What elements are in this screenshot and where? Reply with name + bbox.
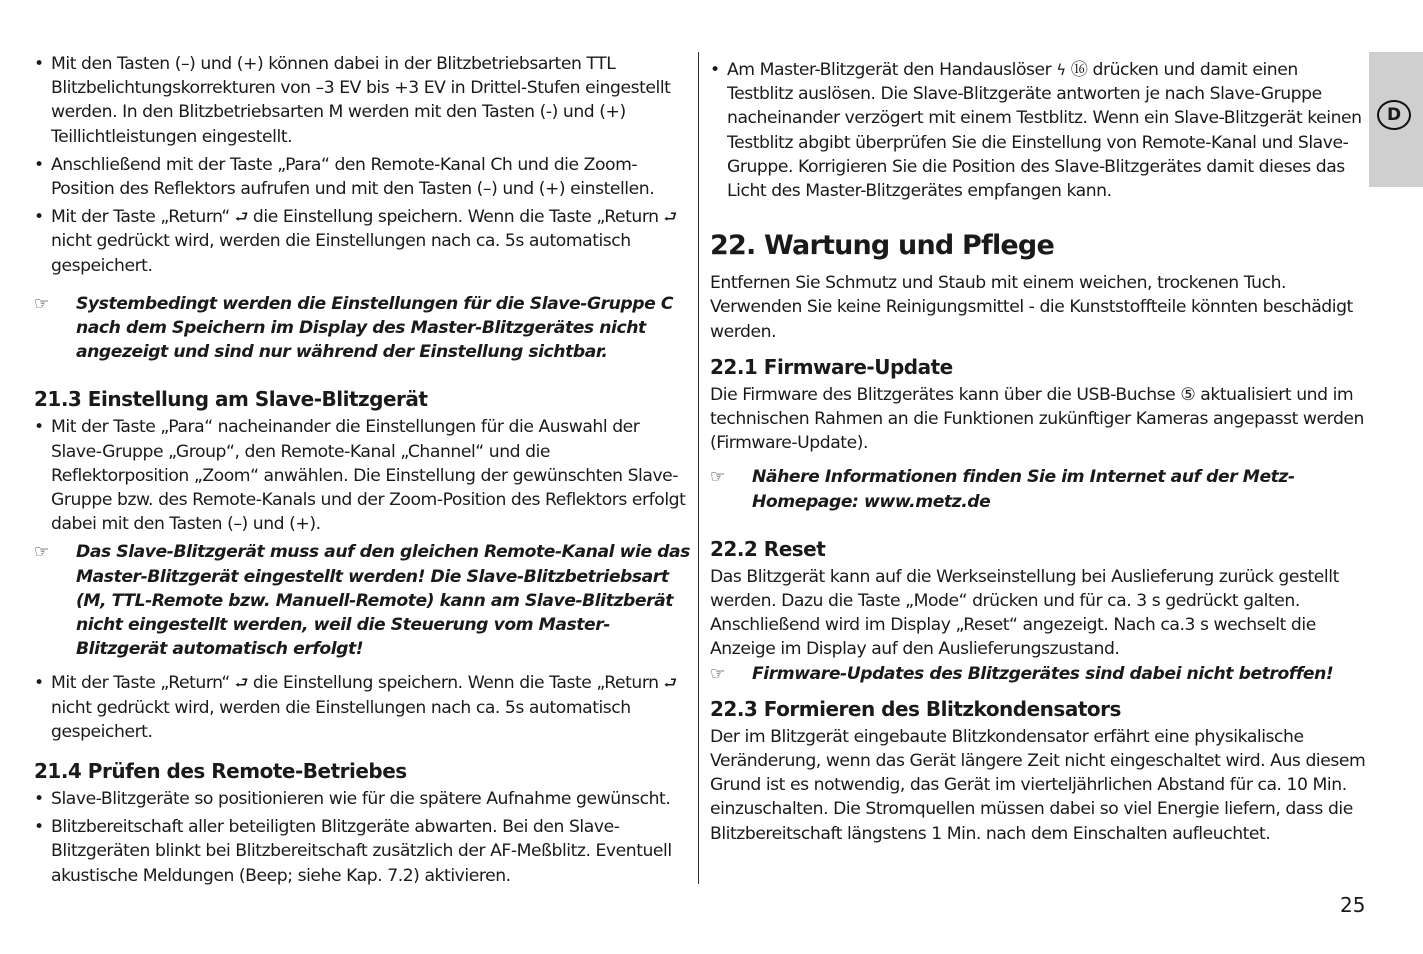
return-arrow-icon: ⮐ <box>234 674 248 693</box>
bullet-return-save-2: • Mit der Taste „Return“ ⮐ die Einstellung speichern. Wenn die Taste „Return ⮐ nicht gedrückt wird, werden die Einstellungen nach ca. 5s automatisch gespeichert. <box>34 671 690 744</box>
bullet-return-save-1: • Mit der Taste „Return“ ⮐ die Einstellung speichern. Wenn die Taste „Return ⮐ nicht gedrückt wird, werden die Einstellungen nach ca. 5s automatisch gespeichert. <box>34 205 690 278</box>
bullet-ttl-correction: • Mit den Tasten (–) und (+) können dabei in der Blitzbetriebsarten TTL Blitzbelichtungskorrekturen von –3 EV bis +3 EV in Drittel-Stufen eingestellt werden. In den Blitzbetriebsarten M werden mit den Tasten (-) und (+) Teillichtleistungen eingestellt. <box>34 52 690 149</box>
column-divider <box>698 52 699 884</box>
bullet-para-remote-channel: • Anschließend mit der Taste „Para“ den Remote-Kanal Ch und die Zoom-Position des Reflektors aufrufen und mit den Tasten (–) und (+) einstellen. <box>34 153 690 201</box>
note-slave-group-c: ☞ Systembedingt werden die Einstellungen für die Slave-Gruppe C nach dem Speichern im Display des Master-Blitzgerätes nicht angezeigt und sind nur während der Einstellung sichtbar. <box>34 293 674 363</box>
bullet-position-slaves: • Slave-Blitzgeräte so positionieren wie für die spätere Aufnahme gewünscht. <box>34 787 690 811</box>
heading-21-4: 21.4 Prüfen des Remote-Betriebes <box>34 759 407 784</box>
bullet-slave-settings: • Mit der Taste „Para“ nacheinander die Einstellungen für die Auswahl der Slave-Gruppe „Group“, den Remote-Kanal „Channel“ und die Reflektorposition „Zoom“ anwählen. Die Einstellung der gewünschten Slave-Gruppe bzw. des Remote-Kanals und der Zoom-Position des Reflektors erfolgt dabei mit den Tasten (–) und (+). <box>34 415 690 536</box>
ref-5: ⑤ <box>1180 384 1196 405</box>
ref-16: ⑯ <box>1070 60 1088 80</box>
pointing-hand-icon: ☞ <box>710 663 725 684</box>
language-tab-label: D <box>1377 100 1411 130</box>
note-slave-channel: ☞ Das Slave-Blitzgerät muss auf den gleichen Remote-Kanal wie das Master-Blitzgerät eingestellt werden! Die Slave-Blitzbetriebsart (M, TTL-Remote bzw. Manuell-Remote) kann am Slave-Blitzberät nicht eingestellt werden, weil die Steuerung vom Master-Blitzgerät automatisch erfolgt! <box>34 542 690 660</box>
para-22: Entfernen Sie Schmutz und Staub mit einem weichen, trockenen Tuch. Verwenden Sie keine Reinigungsmittel - die Kunststoffteile könnten beschädigt werden. <box>710 273 1353 342</box>
pointing-hand-icon: ☞ <box>34 542 49 563</box>
lightning-bolt-icon: ϟ <box>1056 61 1066 79</box>
bullet-flash-ready: • Blitzbereitschaft aller beteiligten Blitzgeräte abwarten. Bei den Slave-Blitzgeräten blinkt bei Blitzbereitschaft zusätzlich der AF-Meßblitz. Eventuell akustische Meldungen (Beep; siehe Kap. 7.2) aktivieren. <box>34 815 690 888</box>
heading-22: 22. Wartung und Pflege <box>710 230 1054 262</box>
para-22-2: Das Blitzgerät kann auf die Werkseinstellung bei Auslieferung zurück gestellt werden. Dazu die Taste „Mode“ drücken und für ca. 3 s gedrückt galten. Anschließend wird im Display „Reset“ angezeigt. Nach ca.3 s wechselt die Anzeige im Display auf den Auslieferungszustand. <box>710 566 1339 660</box>
left-column <box>34 52 690 892</box>
note-firmware-unaffected: ☞ Firmware-Updates des Blitzgerätes sind dabei nicht betroffen! <box>710 662 1366 686</box>
bullet-master-test-flash: • Am Master-Blitzgerät den Handauslöser ϟ ⑯ drücken und damit einen Testblitz auslösen. Die Slave-Blitzgeräte antworten je nach Slave-Gruppe nacheinander verzögert mit einem Testblitz. Wenn ein Slave-Blitzgerät keinen Testblitz abgibt überprüfen Sie die Einstellung von Remote-Kanal und Slave-Gruppe. Korrigieren Sie die Position des Slave-Blitzgerätes damit dieses das Licht des Master-Blitzgerätes empfangen kann. <box>710 58 1366 203</box>
language-tab <box>1369 52 1423 187</box>
heading-22-1: 22.1 Firmware-Update <box>710 354 953 379</box>
para-22-3: Der im Blitzgerät eingebaute Blitzkondensator erfährt eine physikalische Veränderung, wenn das Gerät längere Zeit nicht eingeschaltet wird. Aus diesem Grund ist es notwendig, das Gerät im vierteljährlichen Abstand für ca. 10 Min. einzuschalten. Die Stromquellen müssen dabei so viel Energie liefern, dass die Blitzbereitschaft längstens 1 Min. nach dem Einschalten aufleuchtet. <box>710 726 1366 844</box>
heading-21-3: 21.3 Einstellung am Slave-Blitzgerät <box>34 387 428 412</box>
heading-22-3: 22.3 Formieren des Blitzkondensators <box>710 696 1121 721</box>
right-column <box>710 58 1366 846</box>
return-arrow-icon: ⮐ <box>234 208 248 227</box>
pointing-hand-icon: ☞ <box>34 293 49 314</box>
note-metz-homepage: ☞ Nähere Informationen finden Sie im Internet auf der Metz-Homepage: www.metz.de <box>710 467 1295 512</box>
return-arrow-icon: ⮐ <box>663 208 677 227</box>
page-number: 25 <box>1340 893 1366 917</box>
pointing-hand-icon: ☞ <box>710 467 725 488</box>
return-arrow-icon: ⮐ <box>663 674 677 693</box>
heading-22-2: 22.2 Reset <box>710 536 826 561</box>
para-22-1: Die Firmware des Blitzgerätes kann über die USB-Buchse ⑤ aktualisiert und im technischen Rahmen an die Funktionen zukünftiger Kameras angepasst werden (Firmware-Update). <box>710 384 1364 454</box>
